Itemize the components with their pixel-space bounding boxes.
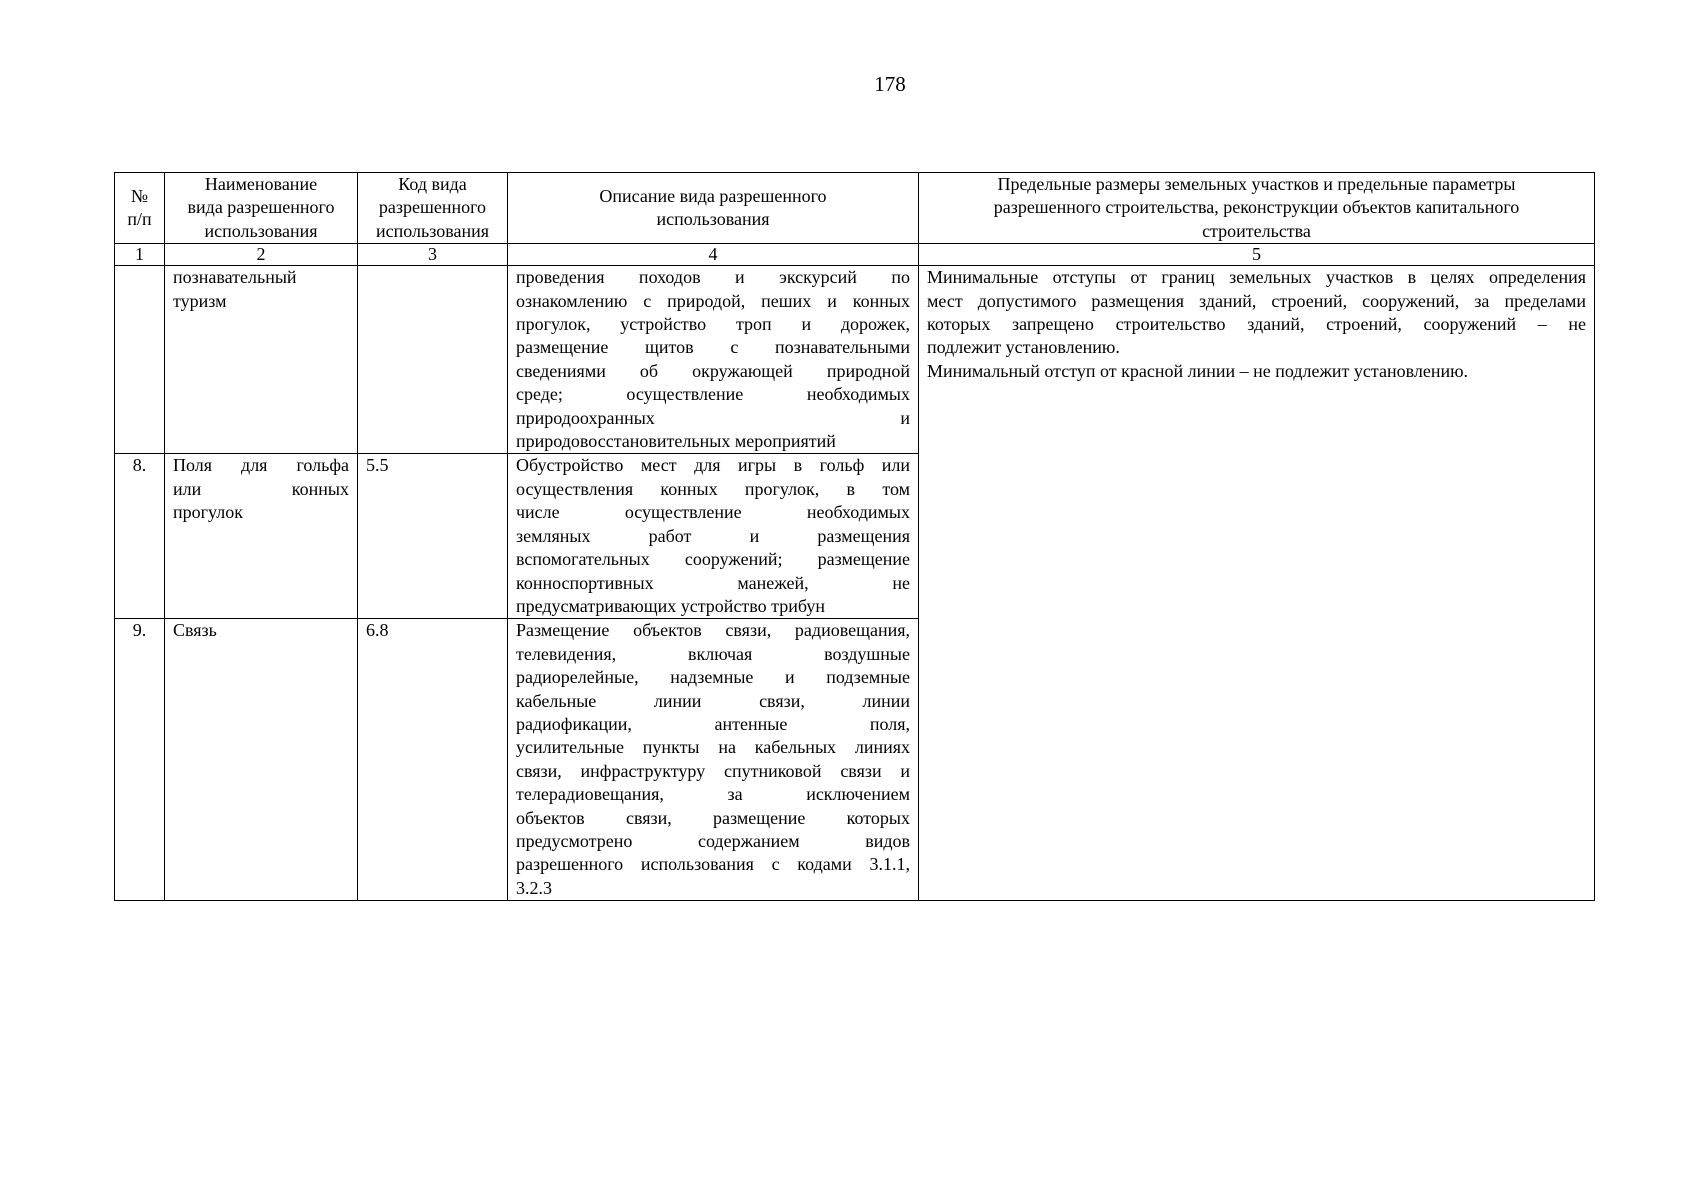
header-row [115,173,1595,244]
row-description: Размещение объектов связи, радиовещания, телевидения, включая воздушные радиорелейные, надземные и подземные кабельные линии связи, линии радиофикации, антенные поля, усилительные пункты на кабельных линиях связи, инфраструктуру спутниковой связи и телерадиовещания, за исключением объектов связи, размещение которых предусмотрено содержанием видов разрешенного использования с кодами 3.1.1, 3.2.3 [508,619,919,901]
header-limits: Предельные размеры земельных участков и предельные параметры разрешенного строительства, реконструкции объектов капитального строительства [919,173,1595,244]
column-number: 4 [508,244,919,266]
column-number: 3 [358,244,508,266]
row-description: проведения походов и экскурсий по ознакомлению с природой, пеших и конных прогулок, устройство троп и дорожек, размещение щитов с познавательными сведениями об окружающей природной среде; осуществление необходимых природоохранных и природовосстановительных мероприятий [508,266,919,454]
header-num: № п/п [115,173,165,244]
row-name: Связь [165,619,358,901]
column-number-row [115,244,1595,266]
row-number [115,266,165,454]
row-description: Обустройство мест для игры в гольф или осуществления конных прогулок, в том числе осуществление необходимых земляных работ и размещения вспомогательных сооружений; размещение конноспортивных манежей, не предусматривающих устройство трибун [508,454,919,619]
row-code: 5.5 [358,454,508,619]
column-number: 1 [115,244,165,266]
column-number: 2 [165,244,358,266]
land-use-table [114,172,1595,901]
row-limits: Минимальные отступы от границ земельных участков в целях определения мест допустимого размещения зданий, строений, сооружений, за пределами которых запрещено строительство зданий, строений, сооружений – не подлежит установлению. Минимальный отступ от красной линии – не подлежит установлению. [919,266,1595,901]
row-code [358,266,508,454]
page-number: 178 [874,72,906,96]
table-row [115,266,1595,454]
header-name: Наименование вида разрешенного использования [165,173,358,244]
row-name: познавательный туризм [165,266,358,454]
row-name: Поля для гольфа или конных прогулок [165,454,358,619]
row-number: 8. [115,454,165,619]
row-code: 6.8 [358,619,508,901]
column-number: 5 [919,244,1595,266]
header-description: Описание вида разрешенного использования [508,173,919,244]
header-code: Код вида разрешенного использования [358,173,508,244]
row-number: 9. [115,619,165,901]
